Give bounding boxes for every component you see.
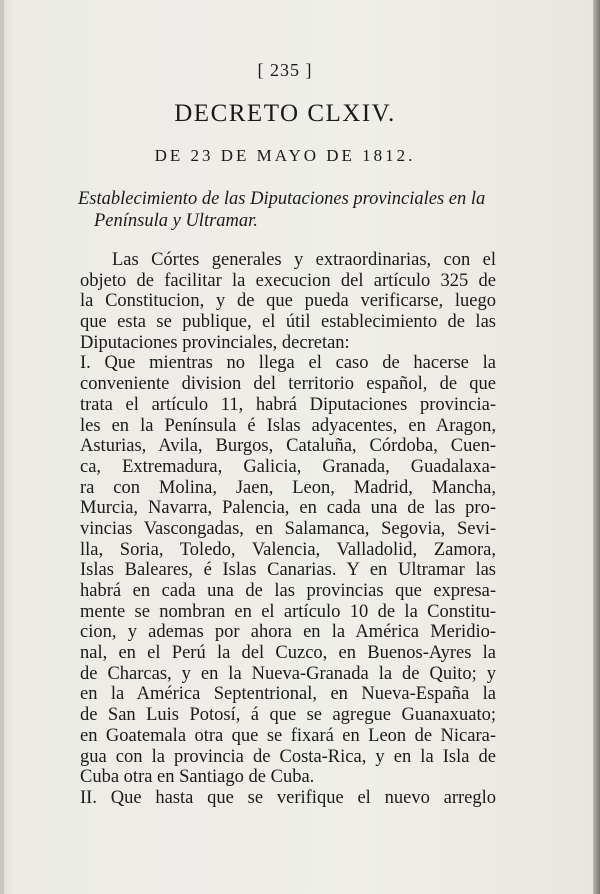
preamble-line: Diputaciones provinciales, decretan:: [80, 332, 350, 353]
preamble-line: objeto de facilitar la execucion del artículo 325 de: [80, 270, 496, 291]
article-2-line: II. Que hasta que se verifique el nuevo arreglo: [80, 787, 496, 808]
decree-subtitle: [78, 188, 508, 232]
article-1-line: cion, y ademas por ahora en la América Meridio-: [80, 622, 496, 643]
article-1-line: de Charcas, y en la Nueva-Granada la de Quito; y: [80, 663, 496, 684]
page-number: [ 235 ]: [257, 60, 313, 80]
article-1-line: Asturias, Avila, Burgos, Cataluña, Córdoba, Cuen-: [80, 436, 496, 457]
preamble-line: la Constitucion, y de que pueda verificarse, luego: [80, 291, 496, 312]
article-1-line: ca, Extremadura, Galicia, Granada, Guadalaxa-: [80, 456, 496, 477]
article-1-line: I. Que mientras no llega el caso de hacerse la: [80, 353, 496, 374]
page-left-edge: [0, 0, 4, 894]
decree-title: DECRETO CLXIV.: [174, 100, 396, 127]
subtitle-line: Establecimiento de las Diputaciones provinciales en la: [78, 189, 486, 209]
subtitle-line: Península y Ultramar.: [94, 211, 258, 231]
page-right-edge: [593, 0, 600, 894]
preamble-line: Las Córtes generales y extraordinarias, con el: [112, 250, 496, 270]
article-1-line: en la América Septentrional, en Nueva-España la: [80, 684, 496, 705]
article-1-line: Islas Baleares, é Islas Canarias. Y en Ultramar las: [80, 560, 496, 581]
article-1-line: les en la Península é Islas adyacentes, en Aragon,: [80, 415, 496, 436]
article-1-line: en Goatemala otra que se fixará en Leon de Nicara-: [80, 725, 496, 746]
article-1-line: lla, Soria, Toledo, Valencia, Valladolid, Zamora,: [80, 539, 496, 560]
article-1-line: vincias Vascongadas, en Salamanca, Segovia, Sevi-: [80, 518, 496, 539]
article-1-line: mente se nombran en el artículo 10 de la Constitu-: [80, 601, 496, 622]
article-1-line: de San Luis Potosí, á que se agregue Guanaxuato;: [80, 705, 496, 726]
preamble-line: que esta se publique, el útil establecimiento de las: [80, 312, 496, 333]
article-1-line: conveniente division del territorio español, de que: [80, 374, 496, 395]
article-1-line: habrá en cada una de las provincias que expresa-: [80, 581, 496, 601]
article-1-line: ra con Molina, Jaen, Leon, Madrid, Mancha,: [80, 477, 496, 498]
decree-body: [80, 250, 496, 809]
article-1-line: nal, en el Perú la del Cuzco, en Buenos-Ayres la: [80, 643, 496, 664]
article-1-line: Cuba otra en Santiago de Cuba.: [80, 767, 315, 788]
article-1-line: trata el artículo 11, habrá Diputaciones provincia-: [80, 394, 496, 415]
article-1-line: Murcia, Navarra, Palencia, en cada una de las pro-: [80, 498, 496, 519]
decree-date: DE 23 DE MAYO DE 1812.: [154, 146, 416, 165]
article-1-line: gua con la provincia de Costa-Rica, y en la Isla de: [80, 746, 496, 767]
